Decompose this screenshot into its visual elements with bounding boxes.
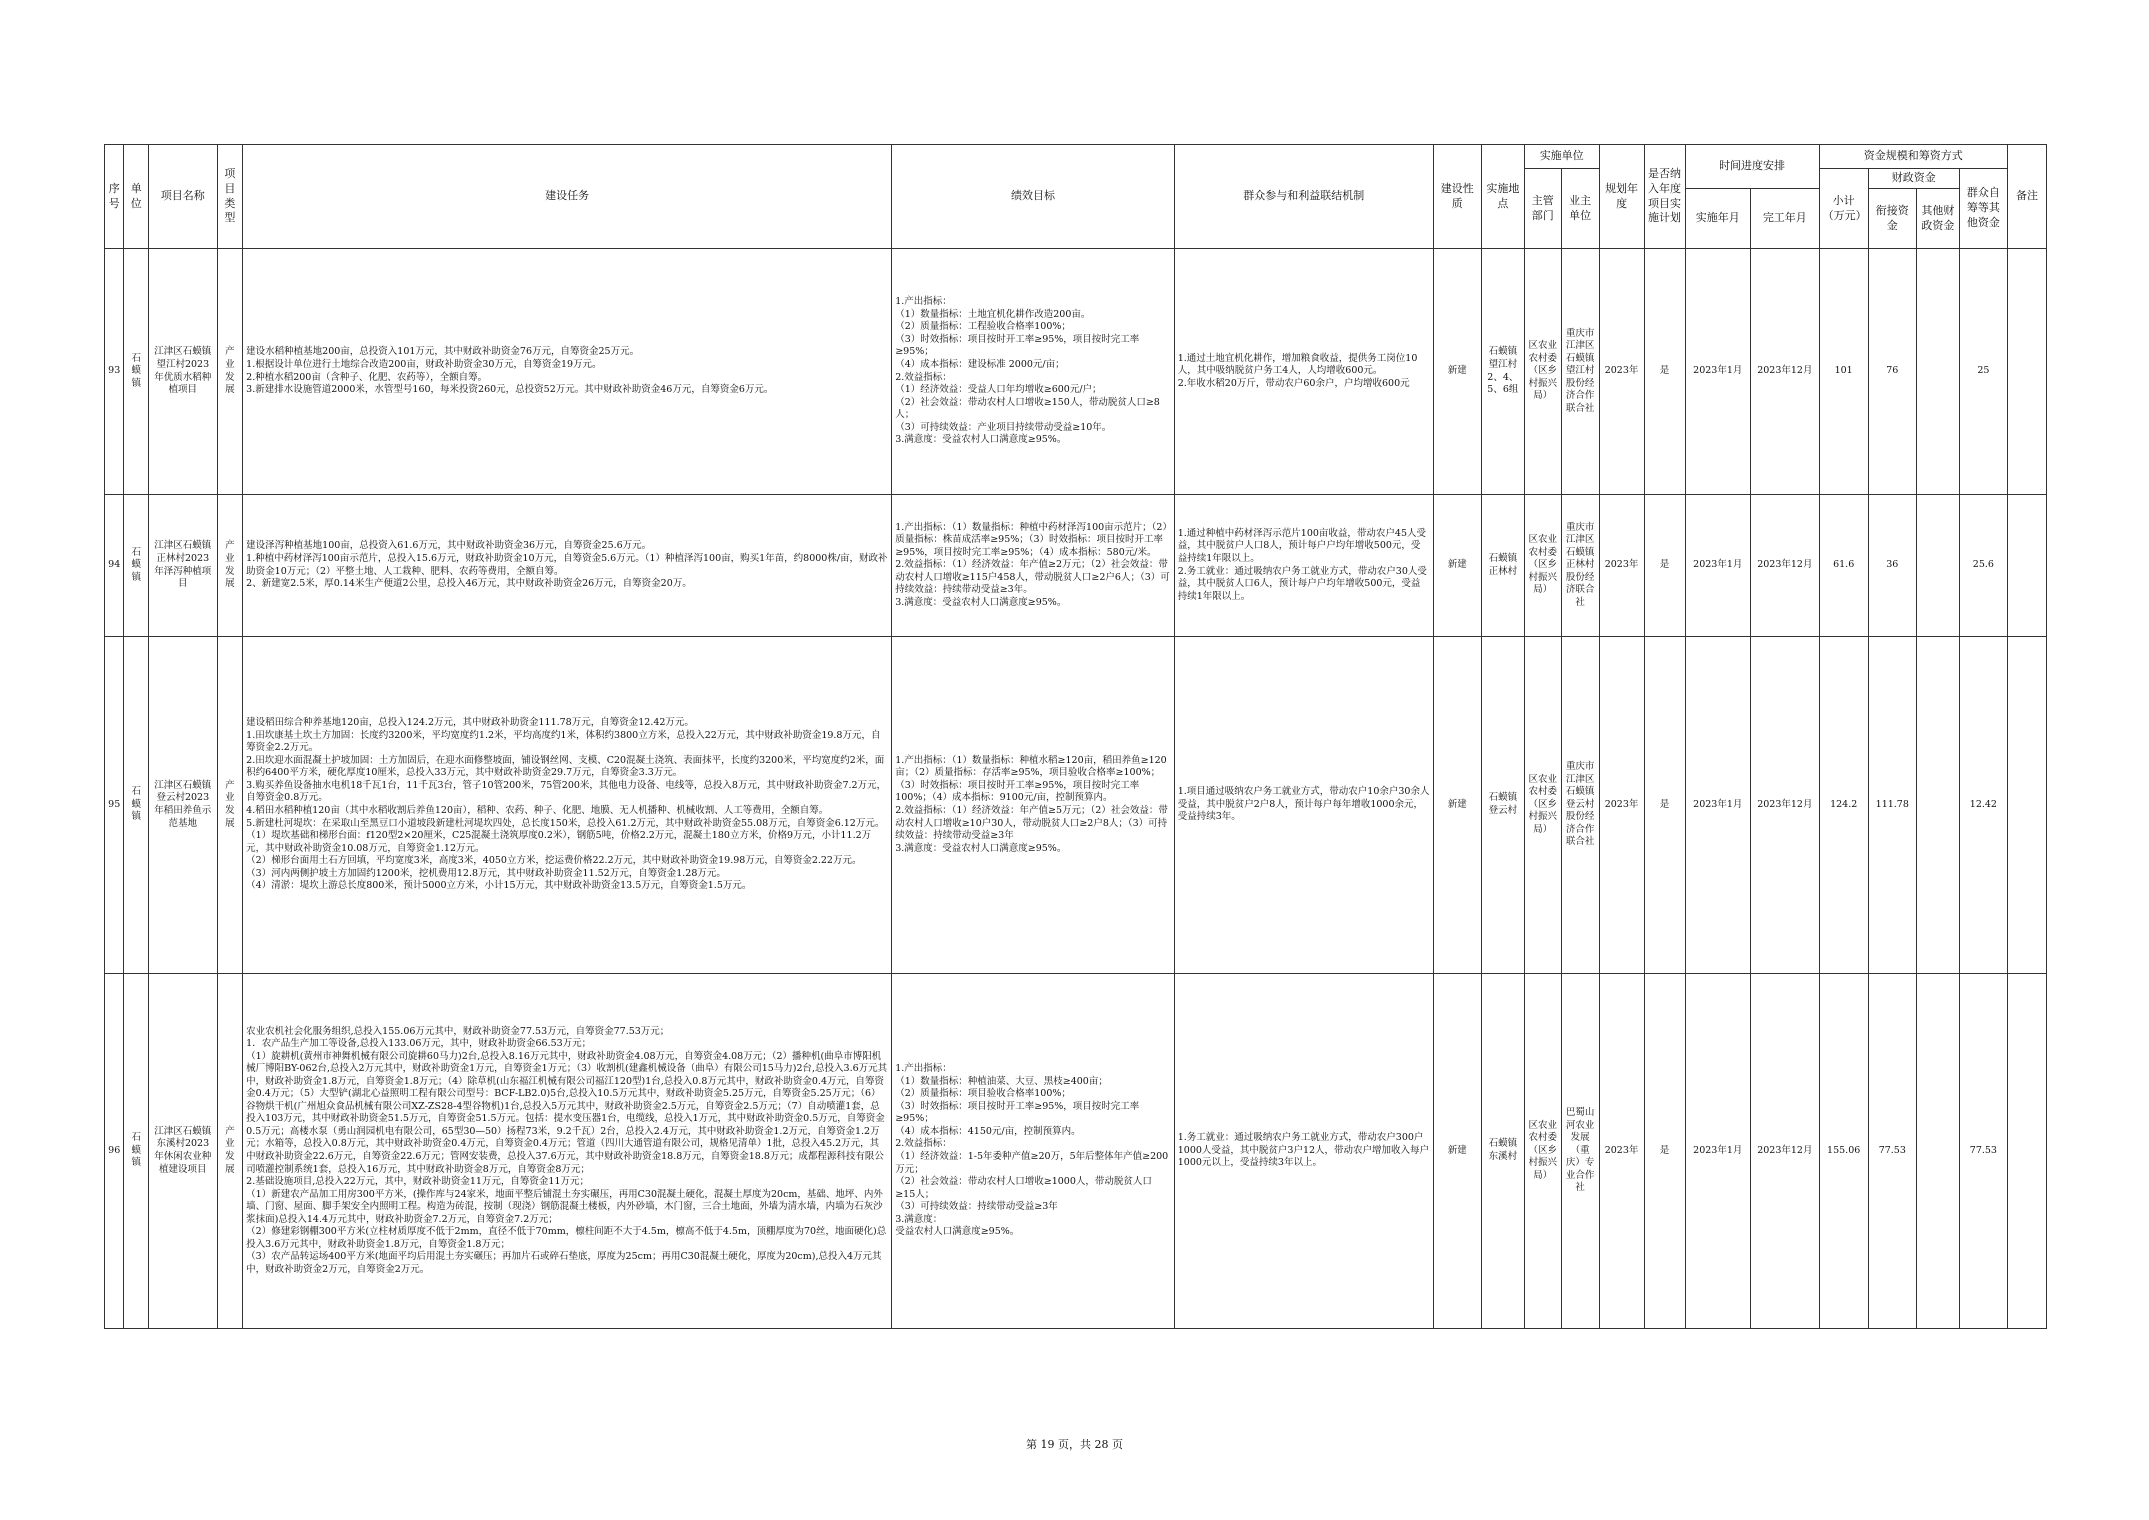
cell-task: 建设泽泻种植基地100亩，总投资入61.6万元，其中财政补助资金36万元，自筹资金25.6万元。 1.种植中药材泽泻100亩示范片，总投入15.6万元，财政补助资金10万元，自筹资金5.6万元。（1）种植泽泻100亩，购买1年苗，约8000株/亩，财政补助资金10万元；（2）平整土地、人工栽种、肥料、农药等费用，全额自筹。 2、新建宽2.5米，厚0.14米生产便道2公里，总投入46万元，其中财政补助资金26万元，自筹资金20万。 [243, 495, 892, 637]
col-self-header: 群众自筹等其他资金 [1959, 169, 2007, 249]
cell-year: 2023年 [1599, 637, 1644, 974]
col-place-header: 实施地点 [1481, 145, 1524, 249]
cell-unit: 石蟆镇 [124, 495, 149, 637]
table-row [105, 249, 2047, 495]
cell-total: 61.6 [1819, 495, 1868, 637]
cell-owner: 重庆市江津区石蟆镇登云村股份经济合作联合社 [1561, 637, 1599, 974]
col-nature-header: 建设性质 [1433, 145, 1481, 249]
cell-other-fund [1916, 495, 1959, 637]
cell-self-fund: 25 [1959, 249, 2007, 495]
cell-seq: 95 [105, 637, 124, 974]
col-plan-header: 是否纳入年度项目实施计划 [1644, 145, 1685, 249]
cell-task: 农业农机社会化服务组织,总投入155.06万元其中，财政补助资金77.53万元，自筹资金77.53万元； 1．农产品生产加工等设备,总投入133.06万元，其中，财政补助资金66.53万元； （1）旋耕机(黄州市神舞机械有限公司旋耕60马力)2台,总投入8.16万元其中，财政补助资金4.08万元，自筹资金4.08万元；（2）播种机(曲阜市博阳机械厂博阳BY-062台,总投入2万元其中，财政补助资金1万元，自筹资金1万元；（3）收割机(建鑫机械设备（曲阜）有限公司15马力)2台,总投入3.6万元其中，财政补助资金1.8万元，自筹资金1.8万元；（4）除草机(山东福江机械有限公司福江120型)1台,总投入0.8万元其中，财政补助资金0.4万元，自筹资金0.4万元；（5）大型铲(湖北心益照明工程有限公司型号：BCF-LB2.0)5台,总投入10.5万元其中，财政补助资金5.25万元，自筹资金5.25万元；（6）谷物烘干机(广州旭众食品机械有限公司XZ-ZS28-4型谷物机)1台,总投入5万元其中，财政补助资金2.5万元，自筹资金2.5万元；（7）自动喷灌1套，总投入103万元，其中财政补助资金51.5万元，自筹资金51.5万元。包括：提水变压器1台，电缆线，总投入1万元，其中财政补助资金0.5万元，自筹资金0.5万元；高楼水泵（勇山润园机电有限公司，65型30—50）扬程73米，9.2千瓦）2台，总投入2.4万元，其中财政补助资金1.2万元，自筹资金1.2万元；水箱等，总投入0.8万元，其中财政补助资金0.4万元，自筹资金0.4万元；管道（四川大通管道有限公司，规格见清单）1批，总投入45.2万元，其中财政补助资金22.6万元，自筹资金22.6万元；管网安装费，总投入37.6万元，其中财政补助资金18.8万元，自筹资金18.8万元；成都程源科技有限公司喷灌控制系统1套，总投入16万元，其中财政补助资金8万元，自筹资金8万元； 2.基础设施项目,总投入22万元，其中，财政补助资金11万元，自筹资金11万元； （1）新建农产品加工用房300平方米，(操作库与24家米，地面平整后铺混土夯实碾压，再用C30混凝土硬化，混凝土厚度为20cm，基础、地坪、内外墙、门窗、屋面、脚手架安全内照明工程。构造为砖混，按制（现浇）钢筋混凝土楼板，内外砂墙，木门窗，三合土地面，外墙为清水墙，内墙为石灰沙浆抹面)总投入14.4万元其中，财政补助资金7.2万元，自筹资金7.2万元； （2）修建彩钢棚300平方米(立柱材质厚度不低于2mm，直径不低于70mm，檩柱间距不大于4.5m，檩高不低于4.5m，顶棚厚度为70丝，地面硬化)总投入3.6万元其中，财政补助资金1.8万元，自筹资金1.8万元； （3）农产品转运场400平方米(地面平均后用混土夯实碾压；再加片石或碎石垫底，厚度为25cm；再用C30混凝土硬化，厚度为20cm),总投入4万元其中，财政补助资金2万元，自筹资金2万元。 [243, 974, 892, 1329]
cell-mechanism: 1.务工就业：通过吸纳农户务工就业方式，带动农户300户1000人受益，其中脱贫户3户12人，带动农户增加收入每户1000元以上，受益持续3年以上。 [1174, 974, 1433, 1329]
cell-type: 产业发展 [217, 495, 243, 637]
cell-self-fund: 25.6 [1959, 495, 2007, 637]
cell-project-name: 江津区石蟆镇登云村2023年稻田养鱼示范基地 [149, 637, 218, 974]
cell-end: 2023年12月 [1751, 249, 1820, 495]
cell-goal: 1.产出指标： （1）数量指标：土地宜机化耕作改造200亩。 （2）质量指标：工程验收合格率100%； （3）时效指标：项目按时开工率≥95%，项目按时完工率≥95%； （4）成本指标：建设标准 2000元/亩； 2.效益指标： （1）经济效益：受益人口年均增收≥600元/户； （2）社会效益：带动农村人口增收≥150人，带动脱贫人口≥8人； （3）可持续效益：产业项目持续带动受益≥10年。 3.满意度：受益农村人口满意度≥95%。 [892, 249, 1175, 495]
col-task-header: 建设任务 [243, 145, 892, 249]
cell-link-fund: 111.78 [1868, 637, 1916, 974]
cell-owner: 重庆市江津区石蟆镇望江村股份经济合作联合社 [1561, 249, 1599, 495]
cell-type: 产业发展 [217, 637, 243, 974]
cell-goal: 1.产出指标：（1）数量指标：种植水稻≥120亩，稻田养鱼≥120亩；（2）质量指标：存活率≥95%，项目验收合格率≥100%；（3）时效指标：项目按时开工率≥95%，项目按时完工率100%；（4）成本指标：9100元/亩，控制预算内。 2.效益指标：（1）经济效益：年产值≥5万元；（2）社会效益：带动农村人口增收≥10户30人，带动脱贫人口≥2户8人；（3）可持续效益：持续带动受益≥3年 3.满意度：受益农村人口满意度≥95%。 [892, 637, 1175, 974]
col-seq-header: 序号 [105, 145, 124, 249]
cell-total: 101 [1819, 249, 1868, 495]
cell-start: 2023年1月 [1685, 495, 1751, 637]
col-name-header: 项目名称 [149, 145, 218, 249]
cell-type: 产业发展 [217, 974, 243, 1329]
col-other-header: 其他财政资金 [1916, 189, 1959, 249]
project-table [104, 144, 2047, 1329]
cell-seq: 93 [105, 249, 124, 495]
cell-project-name: 江津区石蟆镇东溪村2023年休闲农业种植建设项目 [149, 974, 218, 1329]
cell-place: 石蟆镇正林村 [1481, 495, 1524, 637]
cell-year: 2023年 [1599, 249, 1644, 495]
cell-goal: 1.产出指标： （1）数量指标：种植油菜、大豆、黑枝≥400亩； （2）质量指标：项目验收合格率100%； （3）时效指标：项目按时开工率≥95%，项目按时完工率≥95%； （4）成本指标：4150元/亩，控制预算内。 2.效益指标： （1）经济效益：1-5年委种产值≥20万，5年后整体年产值≥200万元； （2）社会效益：带动农村人口增收≥1000人，带动脱贫人口≥15人； （3）可持续效益：持续带动受益≥3年 3.满意度： 受益农村人口满意度≥95%。 [892, 974, 1175, 1329]
col-fiscal-header: 财政资金 [1868, 169, 1959, 189]
cell-remark [2007, 495, 2046, 637]
cell-plan: 是 [1644, 495, 1685, 637]
cell-owner: 巴蜀山河农业发展（重庆）专业合作社 [1561, 974, 1599, 1329]
col-start-header: 实施年月 [1685, 189, 1751, 249]
cell-task: 建设稻田综合种养基地120亩，总投入124.2万元，其中财政补助资金111.78万元，自筹资金12.42万元。 1.田坎康基土坎土方加固：长度约3200米，平均宽度约1.2米，平均高度约1米，体积约3800立方米，总投入22万元，其中财政补助资金19.8万元，自筹资金2.2万元。 2.田坎迎水面混凝土护坡加固：土方加固后，在迎水面修整坡面，铺设钢丝网、支模、C20混凝土浇筑、表面抹平，长度约3200米，平均宽度约2米，面积约6400平方米，硬化厚度10厘米，总投入33万元，其中财政补助资金29.7万元，自筹资金3.3万元。 3.购买养鱼设备抽水电机18千瓦1台，11千瓦3台，管子10管200米，75管200米，其他电力设备、电线等，总投入8万元，其中财政补助资金7.2万元，自筹资金0.8万元。 4.稻田水稻种植120亩（其中水稻收割后养鱼120亩），稻种、农药、种子、化肥、地膜、无人机播种、机械收割、人工等费用，全额自筹。 5.新建杜河堤坎：在采取山至黑豆口小道坡段新建杜河堤坎四处，总长度150米，总投入61.2万元，其中财政补助资金55.08万元，自筹资金6.12万元。 （1）堤坎基础和梯形台面：f120型2×20厘米，C25混凝土浇筑厚度0.2米），钢筋5吨，价格2.2万元，混凝土180立方米，价格9万元，小计11.2万元，其中财政补助资金10.08万元，自筹资金1.12万元。 （2）梯形台面用土石方回填，平均宽度3米，高度3米，4050立方米，挖运费价格22.2万元，其中财政补助资金19.98万元，自筹资金2.22万元。 （3）河内两侧护坡土方加固约1200米，挖机费用12.8万元，其中财政补助资金11.52万元，自筹资金1.28万元。 （4）清淤：堤坎上游总长度800米，预计5000立方米，小计15万元，其中财政补助资金13.5万元，自筹资金1.5万元。 [243, 637, 892, 974]
cell-self-fund: 12.42 [1959, 637, 2007, 974]
col-year-header: 规划年度 [1599, 145, 1644, 249]
cell-plan: 是 [1644, 249, 1685, 495]
cell-nature: 新建 [1433, 637, 1481, 974]
cell-end: 2023年12月 [1751, 637, 1820, 974]
cell-start: 2023年1月 [1685, 974, 1751, 1329]
cell-unit: 石蟆镇 [124, 637, 149, 974]
cell-mechanism: 1.通过种植中药材泽泻示范片100亩收益，带动农户45人受益，其中脱贫户人口8人，预计每户户均年增收500元，受益持续1年限以上。 2.务工就业：通过吸纳农户务工就业方式，带动农户30人受益，其中脱贫人口6人，预计每户户均年增收500元，受益持续1年限以上。 [1174, 495, 1433, 637]
cell-plan: 是 [1644, 974, 1685, 1329]
col-unit-header: 单位 [124, 145, 149, 249]
cell-other-fund [1916, 249, 1959, 495]
cell-type: 产业发展 [217, 249, 243, 495]
table-row [105, 974, 2047, 1329]
cell-dept: 区农业农村委（区乡村振兴局） [1524, 974, 1561, 1329]
col-fund-header: 资金规模和筹资方式 [1819, 145, 2007, 169]
cell-remark [2007, 974, 2046, 1329]
cell-project-name: 江津区石蟆镇望江村2023年优质水稻种植项目 [149, 249, 218, 495]
col-owner-header: 业主单位 [1561, 169, 1599, 249]
col-total-header: 小计（万元） [1819, 169, 1868, 249]
cell-unit: 石蟆镇 [124, 249, 149, 495]
cell-self-fund: 77.53 [1959, 974, 2007, 1329]
cell-link-fund: 76 [1868, 249, 1916, 495]
cell-project-name: 江津区石蟆镇正林村2023年泽泻种植项目 [149, 495, 218, 637]
cell-year: 2023年 [1599, 495, 1644, 637]
cell-start: 2023年1月 [1685, 637, 1751, 974]
cell-end: 2023年12月 [1751, 974, 1820, 1329]
cell-total: 155.06 [1819, 974, 1868, 1329]
cell-seq: 96 [105, 974, 124, 1329]
cell-nature: 新建 [1433, 974, 1481, 1329]
cell-mechanism: 1.通过土地宜机化耕作，增加粮食收益，提供务工岗位10人，其中吸纳脱贫户务工4人，人均增收600元。 2.年收水稻20万斤，带动农户60余户，户均增收600元 [1174, 249, 1433, 495]
col-impl-header: 实施单位 [1524, 145, 1599, 169]
col-end-header: 完工年月 [1751, 189, 1820, 249]
cell-place: 石蟆镇登云村 [1481, 637, 1524, 974]
cell-end: 2023年12月 [1751, 495, 1820, 637]
cell-link-fund: 77.53 [1868, 974, 1916, 1329]
cell-owner: 重庆市江津区石蟆镇正林村股份经济联合社 [1561, 495, 1599, 637]
col-dept-header: 主管部门 [1524, 169, 1561, 249]
col-remark-header: 备注 [2007, 145, 2046, 249]
cell-nature: 新建 [1433, 249, 1481, 495]
cell-nature: 新建 [1433, 495, 1481, 637]
cell-dept: 区农业农村委（区乡村振兴局） [1524, 249, 1561, 495]
cell-other-fund [1916, 974, 1959, 1329]
page-footer: 第 19 页，共 28 页 [1026, 1438, 1123, 1451]
cell-place: 石蟆镇望江村2、4、5、6组 [1481, 249, 1524, 495]
cell-goal: 1.产出指标：（1）数量指标：种植中药材泽泻100亩示范片；（2）质量指标：株苗成活率≥95%；（3）时效指标：项目按时开工率≥95%，项目按时完工率≥95%；（4）成本指标：580元/米。 2.效益指标：（1）经济效益：年产值≥2万元；（2）社会效益：带动农村人口增收≥115户458人，带动脱贫人口≥2户6人；（3）可持续效益：持续带动受益≥3年。 3.满意度：受益农村人口满意度≥95%。 [892, 495, 1175, 637]
cell-link-fund: 36 [1868, 495, 1916, 637]
cell-task: 建设水稻种植基地200亩，总投资入101万元，其中财政补助资金76万元，自筹资金25万元。 1.根据设计单位进行土地综合改造200亩，财政补助资金30万元，自筹资金19万元。 2.种植水稻200亩（含种子、化肥、农药等），全额自筹。 3.新建排水设施管道2000米，水管型号160，每米投资260元，总投资52万元。其中财政补助资金46万元，自筹资金6万元。 [243, 249, 892, 495]
cell-place: 石蟆镇东溪村 [1481, 974, 1524, 1329]
col-type-header: 项目类型 [217, 145, 243, 249]
cell-total: 124.2 [1819, 637, 1868, 974]
cell-dept: 区农业农村委（区乡村振兴局） [1524, 495, 1561, 637]
cell-mechanism: 1.项目通过吸纳农户务工就业方式，带动农户10余户30余人受益，其中脱贫户2户8人，预计每户每年增收1000余元，受益持续3年。 [1174, 637, 1433, 974]
table-row [105, 637, 2047, 974]
cell-remark [2007, 637, 2046, 974]
cell-seq: 94 [105, 495, 124, 637]
col-goal-header: 绩效目标 [892, 145, 1175, 249]
cell-unit: 石蟆镇 [124, 974, 149, 1329]
cell-year: 2023年 [1599, 974, 1644, 1329]
cell-dept: 区农业农村委（区乡村振兴局） [1524, 637, 1561, 974]
col-time-header: 时间进度安排 [1685, 145, 1819, 189]
table-row [105, 495, 2047, 637]
cell-start: 2023年1月 [1685, 249, 1751, 495]
cell-other-fund [1916, 637, 1959, 974]
cell-plan: 是 [1644, 637, 1685, 974]
col-mechanism-header: 群众参与和利益联结机制 [1174, 145, 1433, 249]
cell-remark [2007, 249, 2046, 495]
col-link-header: 衔接资金 [1868, 189, 1916, 249]
